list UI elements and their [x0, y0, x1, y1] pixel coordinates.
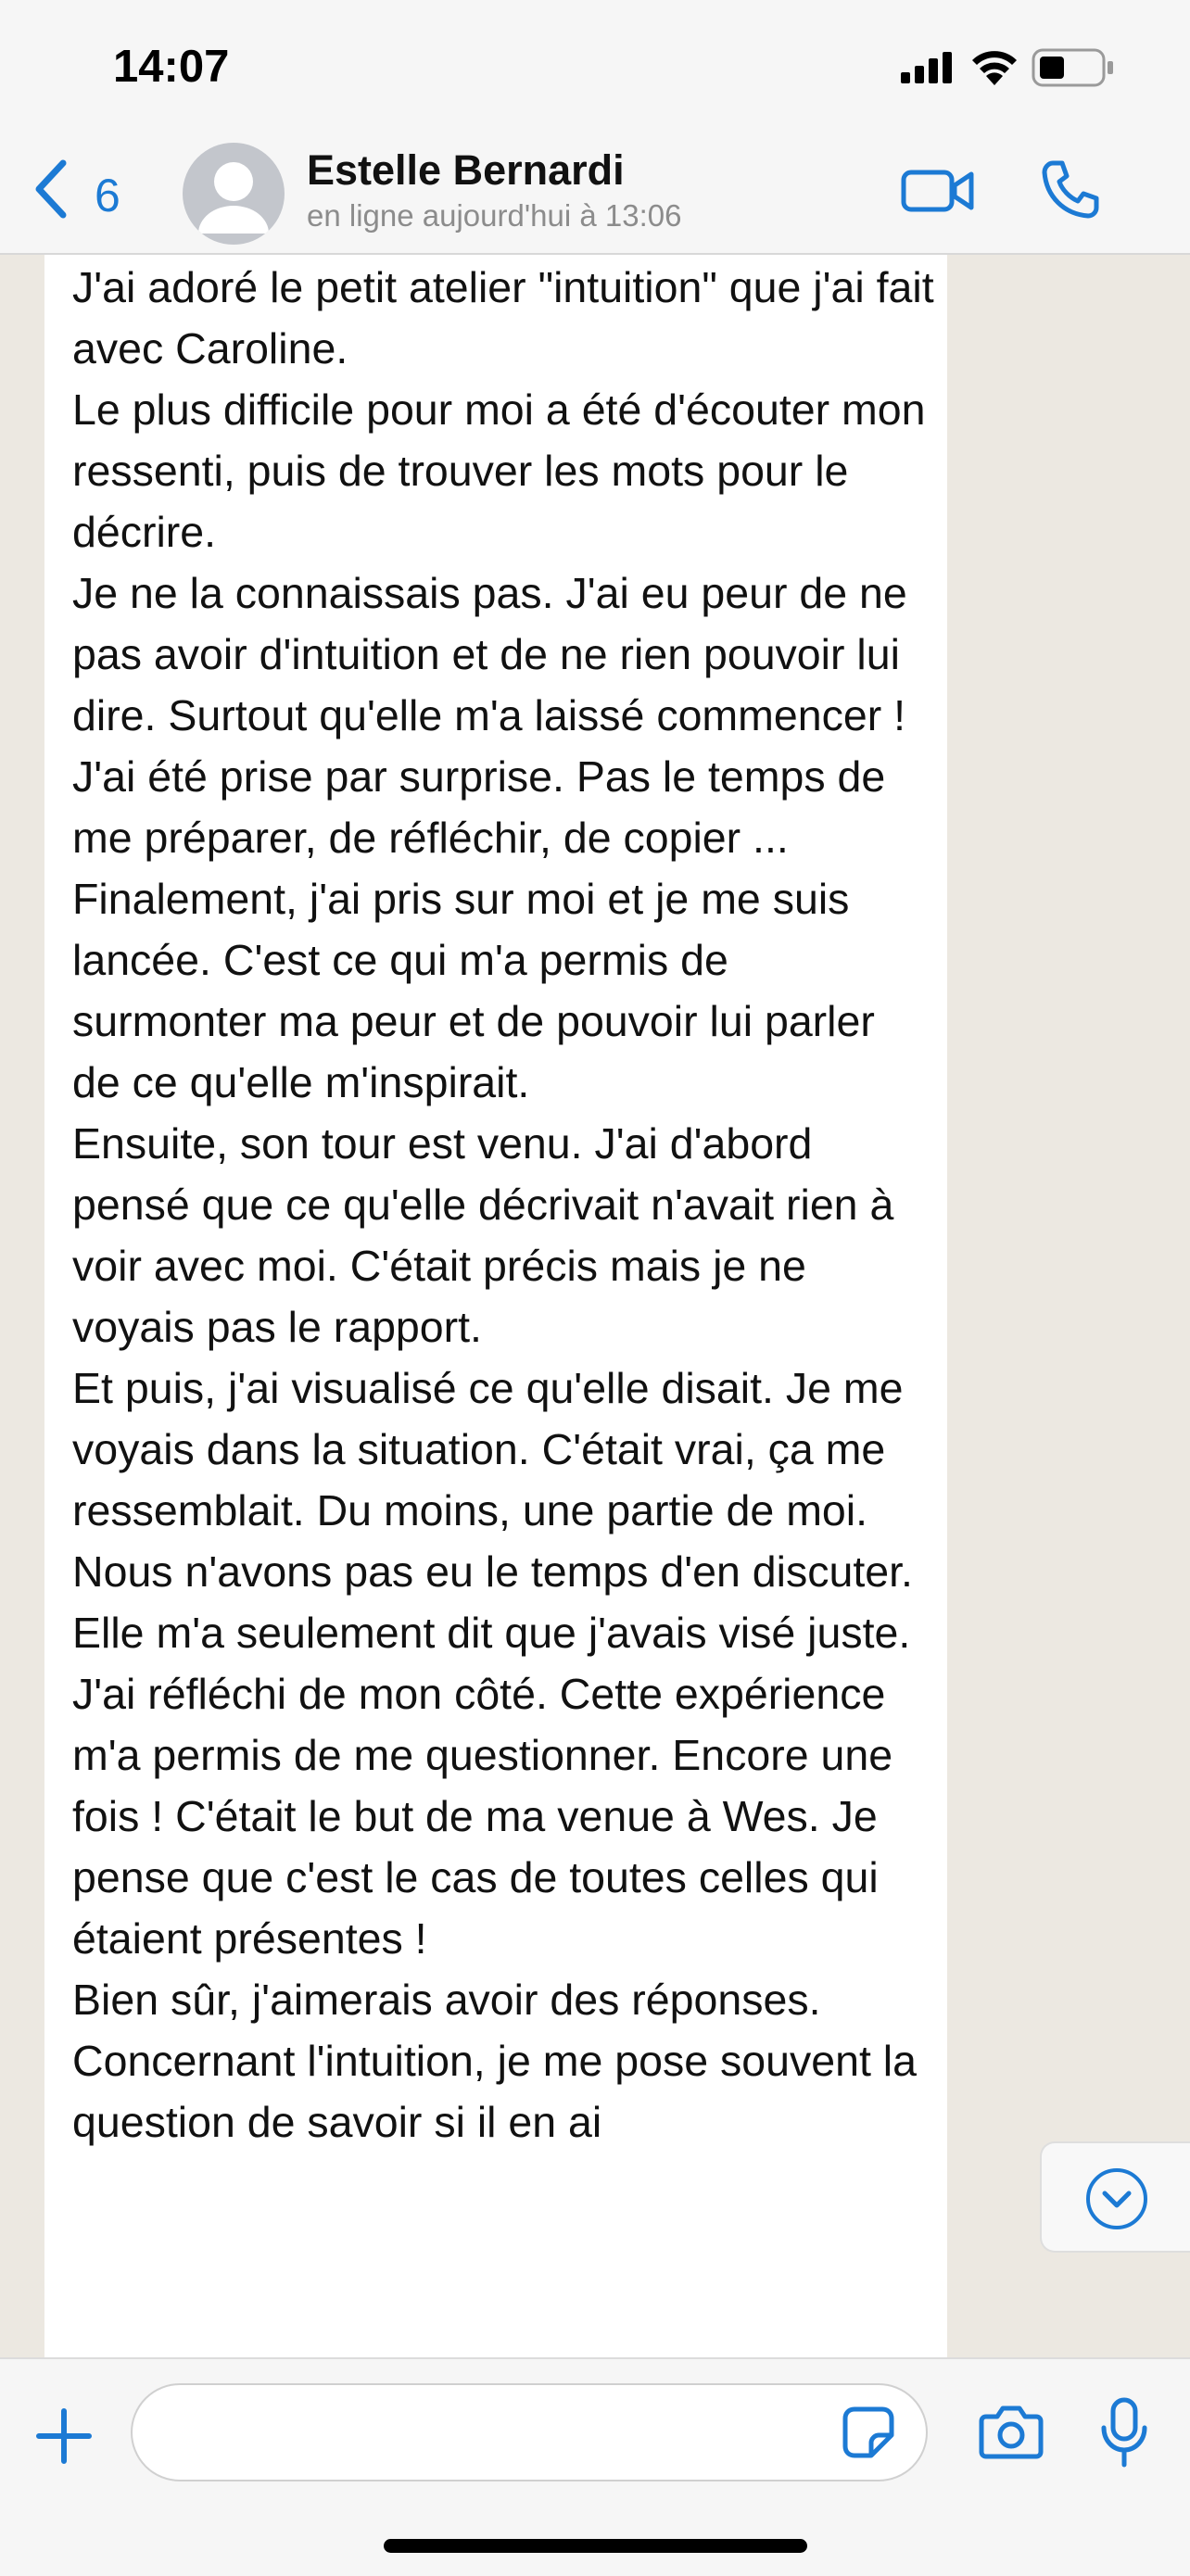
camera-icon[interactable] — [979, 2404, 1044, 2459]
microphone-icon[interactable] — [1098, 2396, 1150, 2470]
cellular-signal-icon — [901, 52, 955, 83]
chevron-down-circle-icon — [1084, 2166, 1149, 2231]
video-call-icon[interactable] — [901, 163, 975, 219]
chat-header — [0, 139, 1190, 255]
sticker-icon[interactable] — [842, 2406, 895, 2459]
unread-count: 6 — [95, 170, 120, 221]
avatar[interactable] — [183, 143, 285, 245]
battery-icon — [1032, 48, 1115, 87]
message-bubble[interactable] — [44, 255, 947, 2357]
home-indicator[interactable] — [384, 2539, 807, 2553]
contact-name[interactable]: Estelle Bernardi — [307, 146, 625, 194]
plus-icon[interactable] — [35, 2407, 93, 2465]
wifi-icon — [970, 48, 1019, 85]
status-bar — [0, 0, 1190, 139]
avatar-placeholder-icon — [183, 143, 285, 245]
scroll-to-bottom-button[interactable] — [1040, 2141, 1190, 2253]
message-input[interactable] — [131, 2383, 928, 2481]
phone-call-icon[interactable] — [1040, 159, 1101, 221]
back-button[interactable] — [33, 159, 135, 224]
chevron-left-icon — [33, 159, 70, 219]
message-text: J'ai adoré le petit atelier "intuition" que j'ai fait avec Caroline. Le plus difficile pour moi a été d'écouter mon ressenti, puis de trouver les mots pour le décrire. Je ne la connaissais pas. J'ai eu peur de ne pas avoir d'intuition et de ne rien pouvoir lui dire. Surtout qu'elle m'a laissé commencer ! J'ai été prise par surprise. Pas le temps de me préparer, de réfléchir, de copier ... Finalement, j'ai pris sur moi et je me suis lancée. C'est ce qui m'a permis de surmonter ma peur et de pouvoir lui parler de ce qu'elle m'inspirait. Ensuite, son tour est venu. J'ai d'abord pensé que ce qu'elle décrivait n'avait rien à voir avec moi. C'était précis mais je ne voyais pas le rapport. Et puis, j'ai visualisé ce qu'elle disait. Je me voyais dans la situation. C'était vrai, ça me ressemblait. Du moins, une partie de moi. Nous n'avons pas eu le temps d'en discuter. Elle m'a seulement dit que j'avais visé juste. J'ai réfléchi de mon côté. Cette expérience m'a permis de me questionner. Encore une fois ! C'était le but de ma venue à Wes. Je pense que c'est le cas de toutes celles qui étaient présentes ! Bien sûr, j'aimerais avoir des réponses. Concernant l'intuition, je me pose souvent la question de savoir si il en ai — [72, 263, 934, 2146]
contact-status: en ligne aujourd'hui à 13:06 — [307, 198, 682, 233]
status-time: 14:07 — [113, 42, 230, 92]
chat-area[interactable] — [0, 255, 1190, 2357]
